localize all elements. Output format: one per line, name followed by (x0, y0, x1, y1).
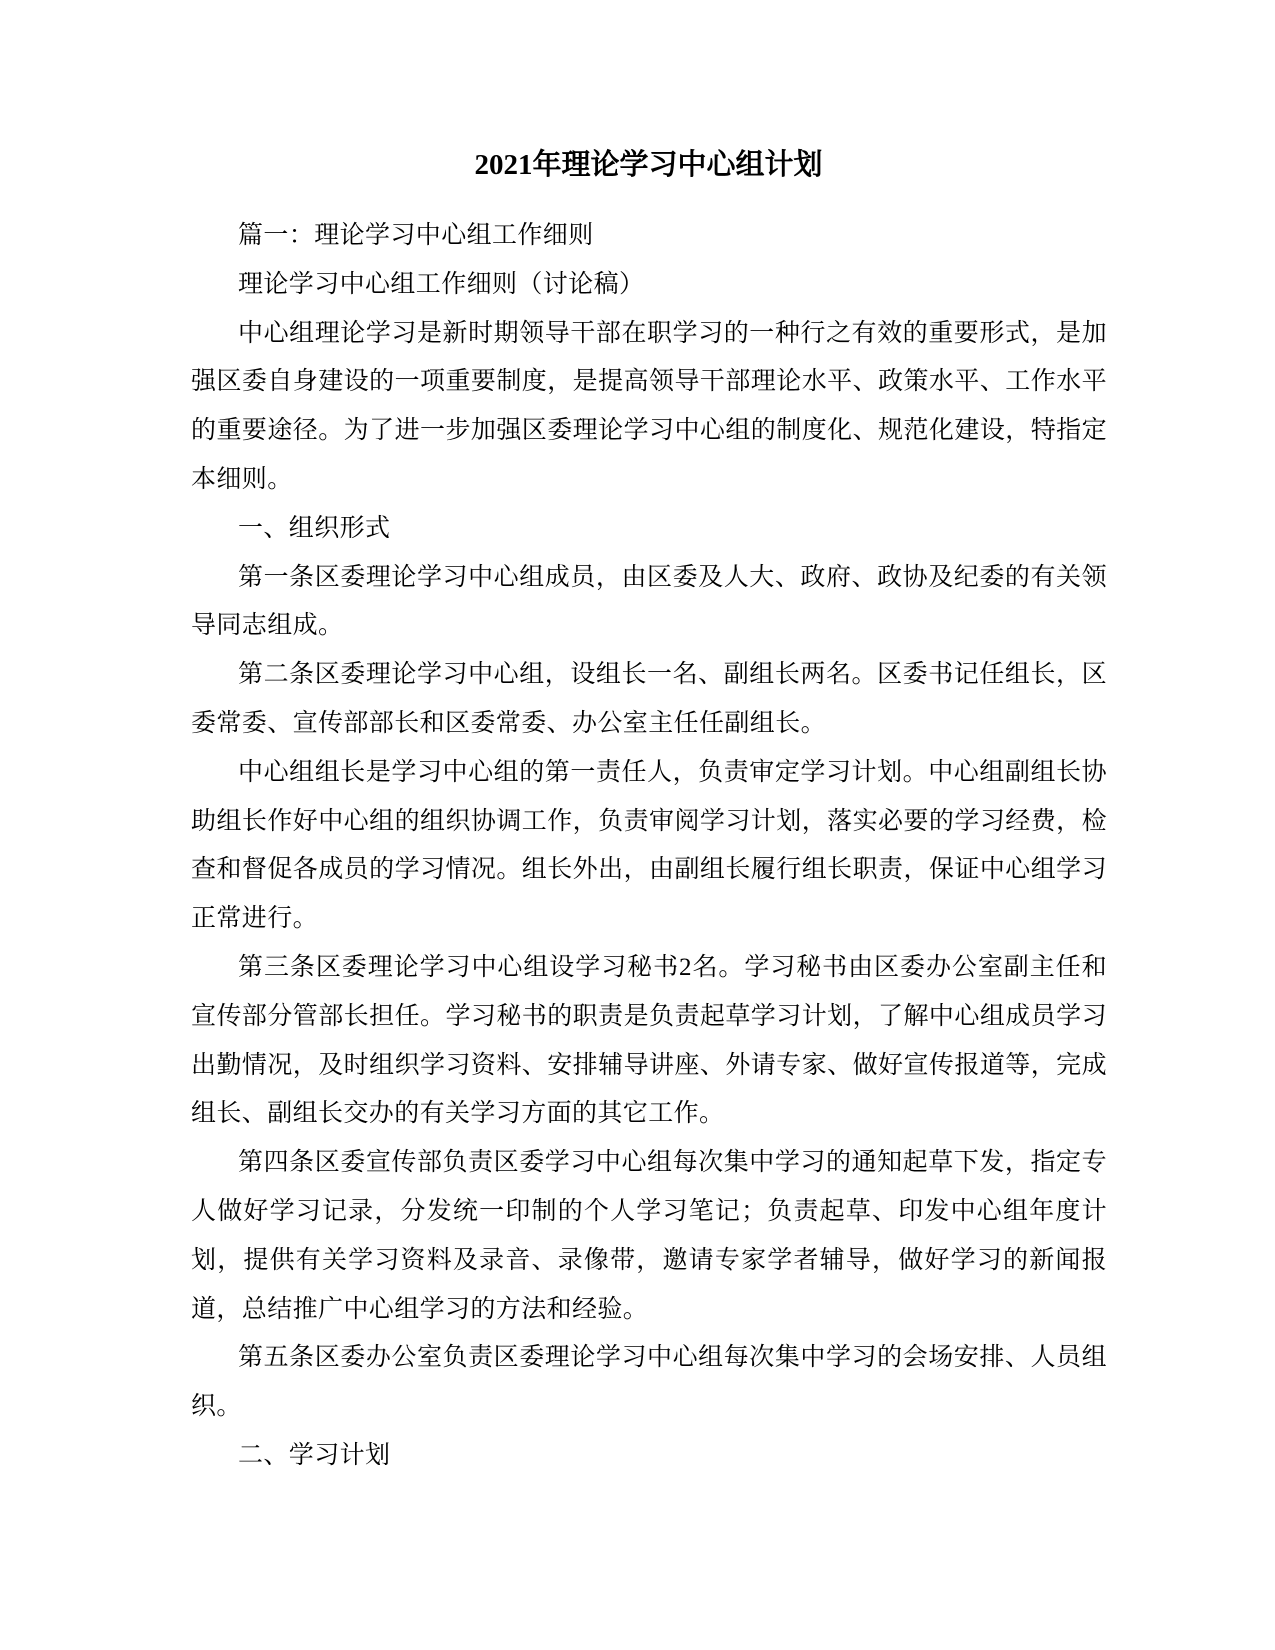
document-title: 2021年理论学习中心组计划 (474, 149, 823, 181)
paragraph-article-2: 第二条区委理论学习中心组，设组长一名、副组长两名。区委书记任组长，区委常委、宣传部部长和区委常委、办公室主任任副组长。 (191, 661, 1107, 737)
paragraph-intro: 中心组理论学习是新时期领导干部在职学习的一种行之有效的重要形式，是加强区委自身建设的一项重要制度，是提高领导干部理论水平、政策水平、工作水平的重要途径。为了进一步加强区委理论学习中心组的制度化、规范化建设，特指定本细则。 (191, 319, 1107, 493)
paragraph-article-5: 第五条区委办公室负责区委理论学习中心组每次集中学习的会场安排、人员组织。 (191, 1344, 1107, 1421)
paragraph-article-2-cont: 中心组组长是学习中心组的第一责任人，负责审定学习计划。中心组副组长协助组长作好中心组的组织协调工作，负责审阅学习计划，落实必要的学习经费，检查和督促各成员的学习情况。组长外出，由副组长履行组长职责，保证中心组学习正常进行。 (191, 758, 1107, 933)
section-heading-1: 一、组织形式 (238, 514, 391, 542)
paragraph-article-4: 第四条区委宣传部负责区委学习中心组每次集中学习的通知起草下发，指定专人做好学习记录，分发统一印制的个人学习笔记；负责起草、印发中心组年度计划，提供有关学习资料及录音、录像带，邀请专家学者辅导，做好学习的新闻报道，总结推广中心组学习的方法和经验。 (191, 1149, 1107, 1323)
paragraph-article-1: 第一条区委理论学习中心组成员，由区委及人大、政府、政协及纪委的有关领导同志组成。 (191, 563, 1107, 640)
paragraph-article-3: 第三条区委理论学习中心组设学习秘书2名。学习秘书由区委办公室副主任和宣传部分管部长担任。学习秘书的职责是负责起草学习计划，了解中心组成员学习出勤情况，及时组织学习资料、安排辅导讲座、外请专家、做好宣传报道等，完成组长、副组长交办的有关学习方面的其它工作。 (191, 953, 1107, 1128)
document-body (191, 212, 1107, 1481)
paragraph-pian-yi: 篇一：理论学习中心组工作细则 (238, 222, 594, 249)
section-heading-2: 二、学习计划 (238, 1441, 391, 1469)
paragraph-subtitle: 理论学习中心组工作细则（讨论稿） (238, 270, 645, 298)
